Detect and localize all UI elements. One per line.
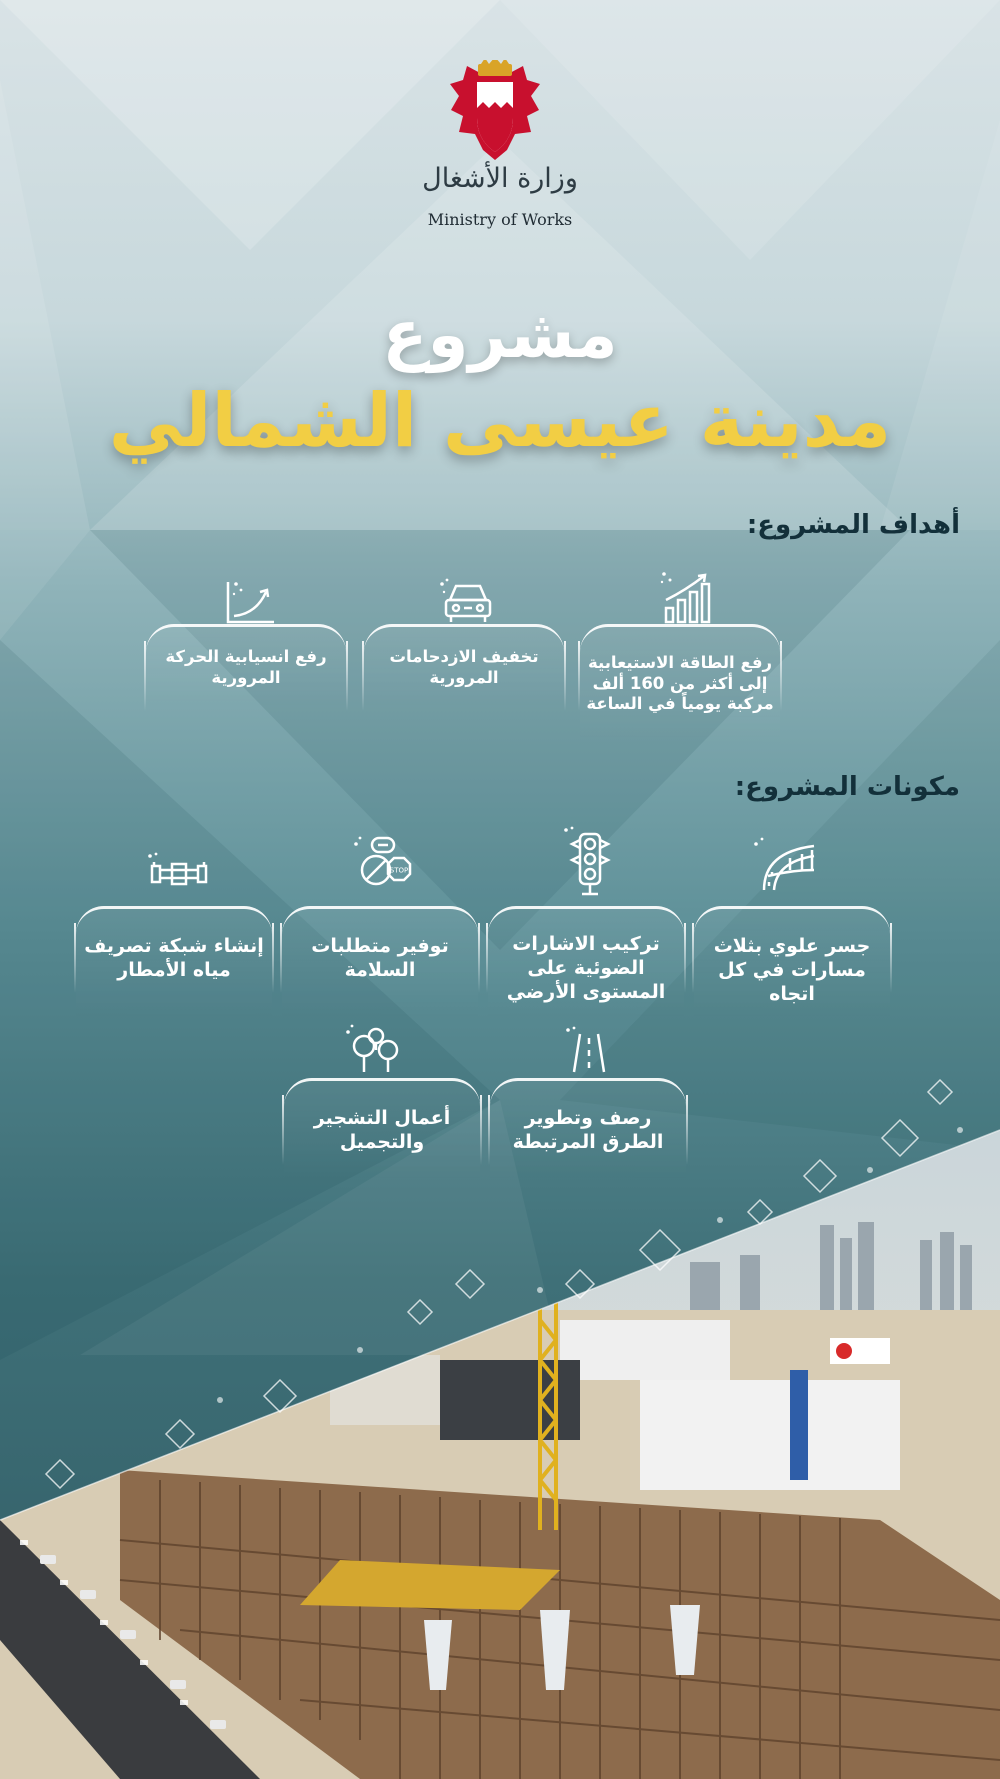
component-text-drainage: إنشاء شبكة تصريف مياه الأمطار xyxy=(84,935,264,981)
component-text-traffic-lights: تركيب الاشارات الضوئية على المستوى الأرضي xyxy=(506,933,666,1003)
goal-text-congestion: تخفيف الازدحامات المرورية xyxy=(389,647,539,687)
goals-heading: أهداف المشروع: xyxy=(746,510,960,540)
components-heading: مكونات المشروع: xyxy=(734,772,960,802)
component-text-roads: رصف وتطوير الطرق المرتبطة xyxy=(512,1107,664,1153)
svg-text:STOP: STOP xyxy=(389,866,409,875)
ministry-name-arabic: وزارة الأشغال xyxy=(422,163,578,194)
component-text-overpass: جسر علوي بثلاث مسارات في كل اتجاه xyxy=(713,935,871,1005)
component-text-safety: توفير متطلبات السلامة xyxy=(311,935,449,981)
goal-text-traffic-flow: رفع انسيابية الحركة المرورية xyxy=(165,647,327,687)
project-title-line2: مدينة عيسى الشمالي xyxy=(108,378,892,464)
goal-text-capacity: رفع الطاقة الاستيعابية إلى أكثر من 160 ألف مركبة يومياً في الساعة xyxy=(586,653,774,714)
ministry-name-english: Ministry of Works xyxy=(427,210,573,229)
project-title-line1: مشروع xyxy=(382,296,618,373)
component-text-landscaping: أعمال التشجير والتجميل xyxy=(313,1107,451,1153)
